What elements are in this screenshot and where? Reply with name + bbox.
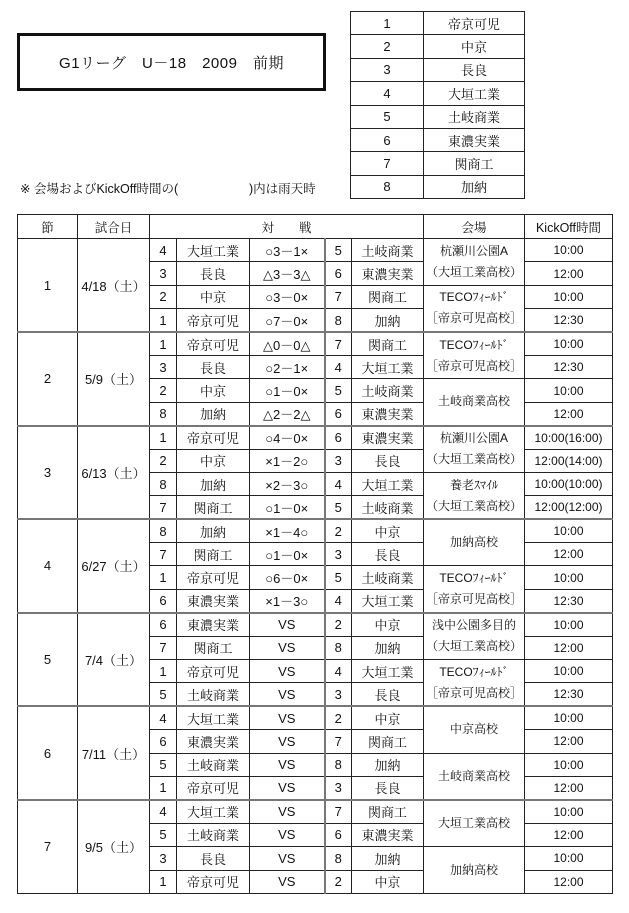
venue-line2: （大垣工業高校）	[425, 639, 522, 654]
home-no-cell: 6	[150, 730, 177, 753]
venue-cell	[424, 332, 525, 379]
away-team-cell: 中京	[352, 613, 424, 636]
date-cell: 6/13（土）	[78, 426, 150, 520]
home-no-cell: 6	[150, 613, 177, 636]
score-cell: ○1－0×	[250, 379, 325, 402]
away-no-cell: 8	[325, 753, 352, 776]
score-cell: ×1－2○	[250, 449, 325, 472]
away-no-cell: 3	[325, 449, 352, 472]
home-team-cell: 帝京可児	[177, 426, 250, 449]
score-cell: ○6－0×	[250, 566, 325, 589]
kickoff-cell: 10:00(10:00)	[525, 472, 613, 495]
team-number: 8	[351, 175, 424, 198]
home-team-cell: 中京	[177, 379, 250, 402]
score-cell: ○3－0×	[250, 285, 325, 308]
score-cell: ○4－0×	[250, 426, 325, 449]
home-team-cell: 関商工	[177, 543, 250, 566]
venue-cell	[424, 379, 525, 426]
away-team-cell: 土岐商業	[352, 566, 424, 589]
away-team-cell: 加納	[352, 753, 424, 776]
home-team-cell: 帝京可児	[177, 309, 250, 332]
away-no-cell: 7	[325, 332, 352, 355]
home-team-cell: 大垣工業	[177, 800, 250, 823]
match-row	[18, 800, 613, 823]
home-team-cell: 長良	[177, 355, 250, 378]
team-name: 帝京可児	[424, 12, 525, 35]
date-cell: 6/27（土）	[78, 519, 150, 613]
home-no-cell: 6	[150, 589, 177, 612]
away-no-cell: 4	[325, 660, 352, 683]
home-no-cell: 8	[150, 519, 177, 542]
round-cell: 1	[18, 239, 78, 333]
team-number: 6	[351, 128, 424, 151]
venue-line1: 中京高校	[449, 722, 498, 737]
team-row	[351, 105, 525, 128]
home-no-cell: 2	[150, 285, 177, 308]
score-cell: VS	[250, 776, 325, 799]
team-row	[351, 152, 525, 175]
kickoff-cell: 10:00	[525, 613, 613, 636]
home-team-cell: 帝京可児	[177, 660, 250, 683]
away-no-cell: 2	[325, 519, 352, 542]
venue-line1: TECOﾌｨｰﾙﾄﾞ	[439, 664, 509, 679]
away-team-cell: 東濃実業	[352, 262, 424, 285]
venue-line1: 加納高校	[449, 862, 498, 877]
date-cell: 7/4（土）	[78, 613, 150, 707]
venue-line2: （大垣工業高校）	[425, 264, 522, 279]
venue-line2: ［帝京可児高校］	[425, 685, 522, 700]
home-no-cell: 8	[150, 472, 177, 495]
team-name: 中京	[424, 35, 525, 58]
home-no-cell: 3	[150, 847, 177, 870]
score-cell: △2－2△	[250, 402, 325, 425]
venue-line1: TECOﾌｨｰﾙﾄﾞ	[439, 290, 509, 305]
away-no-cell: 6	[325, 262, 352, 285]
home-no-cell: 5	[150, 683, 177, 706]
score-cell: VS	[250, 823, 325, 846]
home-team-cell: 大垣工業	[177, 239, 250, 262]
team-row	[351, 58, 525, 81]
date-cell: 4/18（土）	[78, 239, 150, 333]
away-team-cell: 土岐商業	[352, 239, 424, 262]
away-no-cell: 6	[325, 823, 352, 846]
kickoff-cell: 10:00	[525, 332, 613, 355]
venue-line1: 大垣工業高校	[437, 816, 510, 831]
home-team-cell: 帝京可児	[177, 870, 250, 893]
away-team-cell: 関商工	[352, 730, 424, 753]
away-team-cell: 長良	[352, 449, 424, 472]
team-row	[351, 175, 525, 198]
kickoff-cell: 10:00	[525, 379, 613, 402]
team-number: 7	[351, 152, 424, 175]
match-row	[18, 426, 613, 449]
round-cell: 6	[18, 706, 78, 800]
date-cell: 9/5（土）	[78, 800, 150, 894]
away-team-cell: 中京	[352, 519, 424, 542]
venue-line2: （大垣工業高校）	[425, 452, 522, 467]
score-cell: ○1－0×	[250, 543, 325, 566]
away-team-cell: 長良	[352, 543, 424, 566]
home-team-cell: 加納	[177, 402, 250, 425]
match-row	[18, 706, 613, 729]
kickoff-cell: 12:30	[525, 683, 613, 706]
away-team-cell: 長良	[352, 683, 424, 706]
away-no-cell: 2	[325, 706, 352, 729]
away-no-cell: 6	[325, 402, 352, 425]
away-team-cell: 関商工	[352, 332, 424, 355]
kickoff-cell: 12:00	[525, 870, 613, 893]
team-number: 5	[351, 105, 424, 128]
round-cell: 4	[18, 519, 78, 613]
match-row	[18, 613, 613, 636]
date-cell: 7/11（土）	[78, 706, 150, 800]
away-no-cell: 2	[325, 870, 352, 893]
away-team-cell: 大垣工業	[352, 660, 424, 683]
header-date: 試合日	[78, 215, 150, 239]
away-no-cell: 4	[325, 472, 352, 495]
match-row	[18, 519, 613, 542]
score-cell: ×1－4○	[250, 519, 325, 542]
score-cell: VS	[250, 660, 325, 683]
away-team-cell: 東濃実業	[352, 823, 424, 846]
venue-line1: 杭瀬川公園A	[439, 243, 508, 258]
away-no-cell: 2	[325, 613, 352, 636]
match-row	[18, 332, 613, 355]
away-team-cell: 土岐商業	[352, 496, 424, 519]
kickoff-cell: 12:00(14:00)	[525, 449, 613, 472]
kickoff-cell: 12:00	[525, 823, 613, 846]
home-no-cell: 1	[150, 309, 177, 332]
venue-cell	[424, 519, 525, 566]
kickoff-cell: 10:00	[525, 239, 613, 262]
page-title: G1リーグ U－18 2009 前期	[17, 33, 326, 91]
away-team-cell: 土岐商業	[352, 379, 424, 402]
header-row	[18, 215, 613, 239]
away-no-cell: 5	[325, 379, 352, 402]
score-cell: ○2－1×	[250, 355, 325, 378]
team-row	[351, 82, 525, 105]
home-no-cell: 5	[150, 823, 177, 846]
home-team-cell: 東濃実業	[177, 589, 250, 612]
score-cell: VS	[250, 753, 325, 776]
venue-cell	[424, 753, 525, 800]
away-team-cell: 関商工	[352, 800, 424, 823]
score-cell: ○3－1×	[250, 239, 325, 262]
score-cell: ○7－0×	[250, 309, 325, 332]
away-team-cell: 加納	[352, 309, 424, 332]
score-cell: ○1－0×	[250, 496, 325, 519]
venue-cell	[424, 847, 525, 894]
venue-line1: 養老ｽﾏｲﾙ	[449, 477, 498, 492]
team-name: 土岐商業	[424, 105, 525, 128]
score-cell: VS	[250, 683, 325, 706]
away-no-cell: 7	[325, 730, 352, 753]
kickoff-cell: 10:00	[525, 847, 613, 870]
score-cell: VS	[250, 636, 325, 659]
venue-line1: 加納高校	[449, 535, 498, 550]
away-team-cell: 中京	[352, 870, 424, 893]
home-no-cell: 7	[150, 636, 177, 659]
kickoff-cell: 10:00	[525, 753, 613, 776]
venue-line2: ［帝京可児高校］	[425, 592, 522, 607]
score-cell: VS	[250, 847, 325, 870]
kickoff-cell: 12:00	[525, 636, 613, 659]
kickoff-cell: 12:30	[525, 309, 613, 332]
home-team-cell: 長良	[177, 262, 250, 285]
kickoff-cell: 10:00	[525, 519, 613, 542]
kickoff-cell: 12:00	[525, 776, 613, 799]
away-team-cell: 長良	[352, 776, 424, 799]
away-team-cell: 大垣工業	[352, 472, 424, 495]
home-no-cell: 2	[150, 379, 177, 402]
home-no-cell: 1	[150, 332, 177, 355]
header-kickoff: KickOff時間	[525, 215, 613, 239]
venue-cell	[424, 239, 525, 286]
venue-line2: （大垣工業高校）	[425, 498, 522, 513]
away-team-cell: 大垣工業	[352, 355, 424, 378]
score-cell: △0－0△	[250, 332, 325, 355]
home-team-cell: 中京	[177, 285, 250, 308]
home-no-cell: 1	[150, 660, 177, 683]
away-no-cell: 5	[325, 239, 352, 262]
home-team-cell: 土岐商業	[177, 823, 250, 846]
score-cell: ×1－3○	[250, 589, 325, 612]
rain-note-suffix: )内は雨天時	[249, 182, 316, 196]
home-no-cell: 1	[150, 426, 177, 449]
team-name: 関商工	[424, 152, 525, 175]
home-no-cell: 4	[150, 706, 177, 729]
venue-line1: TECOﾌｨｰﾙﾄﾞ	[439, 571, 509, 586]
team-number: 4	[351, 82, 424, 105]
away-no-cell: 3	[325, 776, 352, 799]
home-team-cell: 東濃実業	[177, 730, 250, 753]
away-no-cell: 7	[325, 800, 352, 823]
home-team-cell: 加納	[177, 519, 250, 542]
away-no-cell: 4	[325, 589, 352, 612]
rain-note-prefix: ※ 会場およびKickOff時間の(	[20, 182, 179, 196]
away-no-cell: 5	[325, 566, 352, 589]
score-cell: ×2－3○	[250, 472, 325, 495]
away-no-cell: 8	[325, 309, 352, 332]
kickoff-cell: 10:00	[525, 800, 613, 823]
venue-cell	[424, 566, 525, 613]
home-team-cell: 関商工	[177, 636, 250, 659]
round-cell: 7	[18, 800, 78, 894]
home-no-cell: 2	[150, 449, 177, 472]
home-team-cell: 中京	[177, 449, 250, 472]
date-cell: 5/9（土）	[78, 332, 150, 426]
venue-cell	[424, 706, 525, 753]
kickoff-cell: 10:00	[525, 285, 613, 308]
home-team-cell: 加納	[177, 472, 250, 495]
kickoff-cell: 10:00	[525, 660, 613, 683]
score-cell: VS	[250, 613, 325, 636]
score-cell: VS	[250, 730, 325, 753]
venue-line1: 土岐商業高校	[437, 394, 510, 409]
match-row	[18, 239, 613, 262]
kickoff-cell: 12:00	[525, 402, 613, 425]
venue-line1: 浅中公園多目的	[431, 618, 516, 633]
kickoff-cell: 12:00	[525, 262, 613, 285]
round-cell: 2	[18, 332, 78, 426]
home-team-cell: 長良	[177, 847, 250, 870]
venue-line1: 杭瀬川公園A	[439, 431, 508, 446]
away-team-cell: 加納	[352, 636, 424, 659]
away-no-cell: 8	[325, 847, 352, 870]
home-no-cell: 1	[150, 776, 177, 799]
home-team-cell: 大垣工業	[177, 706, 250, 729]
venue-line1: 土岐商業高校	[437, 768, 510, 783]
team-row	[351, 35, 525, 58]
kickoff-cell: 12:30	[525, 589, 613, 612]
home-team-cell: 東濃実業	[177, 613, 250, 636]
home-no-cell: 7	[150, 496, 177, 519]
round-cell: 3	[18, 426, 78, 520]
header-venue: 会場	[424, 215, 525, 239]
score-cell: VS	[250, 706, 325, 729]
home-no-cell: 5	[150, 753, 177, 776]
home-no-cell: 1	[150, 870, 177, 893]
kickoff-cell: 10:00	[525, 566, 613, 589]
team-name: 長良	[424, 58, 525, 81]
team-name: 大垣工業	[424, 82, 525, 105]
away-no-cell: 6	[325, 426, 352, 449]
header-match: 対 戦	[150, 215, 424, 239]
home-no-cell: 1	[150, 566, 177, 589]
venue-cell	[424, 613, 525, 660]
away-team-cell: 関商工	[352, 285, 424, 308]
kickoff-cell: 12:00	[525, 730, 613, 753]
home-no-cell: 7	[150, 543, 177, 566]
kickoff-cell: 10:00	[525, 706, 613, 729]
team-row	[351, 12, 525, 35]
home-no-cell: 4	[150, 800, 177, 823]
away-team-cell: 東濃実業	[352, 402, 424, 425]
away-team-cell: 加納	[352, 847, 424, 870]
away-team-cell: 中京	[352, 706, 424, 729]
kickoff-cell: 12:30	[525, 355, 613, 378]
away-no-cell: 8	[325, 636, 352, 659]
kickoff-cell: 12:00	[525, 543, 613, 566]
home-no-cell: 8	[150, 402, 177, 425]
venue-line1: TECOﾌｨｰﾙﾄﾞ	[439, 337, 509, 352]
home-team-cell: 土岐商業	[177, 683, 250, 706]
kickoff-cell: 10:00(16:00)	[525, 426, 613, 449]
home-team-cell: 土岐商業	[177, 753, 250, 776]
score-cell: VS	[250, 800, 325, 823]
team-list-table	[350, 11, 525, 199]
score-cell: VS	[250, 870, 325, 893]
score-cell: △3－3△	[250, 262, 325, 285]
header-round: 節	[18, 215, 78, 239]
home-no-cell: 3	[150, 355, 177, 378]
venue-line2: ［帝京可児高校］	[425, 358, 522, 373]
venue-cell	[424, 472, 525, 519]
round-cell: 5	[18, 613, 78, 707]
away-no-cell: 4	[325, 355, 352, 378]
team-number: 2	[351, 35, 424, 58]
venue-line2: ［帝京可児高校］	[425, 311, 522, 326]
away-no-cell: 3	[325, 683, 352, 706]
away-no-cell: 5	[325, 496, 352, 519]
venue-cell	[424, 660, 525, 707]
venue-cell	[424, 285, 525, 332]
away-no-cell: 3	[325, 543, 352, 566]
team-row	[351, 128, 525, 151]
team-number: 1	[351, 12, 424, 35]
kickoff-cell: 12:00(12:00)	[525, 496, 613, 519]
home-team-cell: 帝京可児	[177, 566, 250, 589]
home-team-cell: 帝京可児	[177, 776, 250, 799]
venue-cell	[424, 426, 525, 473]
away-no-cell: 7	[325, 285, 352, 308]
schedule-table	[17, 214, 613, 894]
home-no-cell: 3	[150, 262, 177, 285]
team-number: 3	[351, 58, 424, 81]
venue-cell	[424, 800, 525, 847]
team-name: 東濃実業	[424, 128, 525, 151]
away-team-cell: 東濃実業	[352, 426, 424, 449]
home-team-cell: 帝京可児	[177, 332, 250, 355]
away-team-cell: 大垣工業	[352, 589, 424, 612]
home-team-cell: 関商工	[177, 496, 250, 519]
team-name: 加納	[424, 175, 525, 198]
home-no-cell: 4	[150, 239, 177, 262]
